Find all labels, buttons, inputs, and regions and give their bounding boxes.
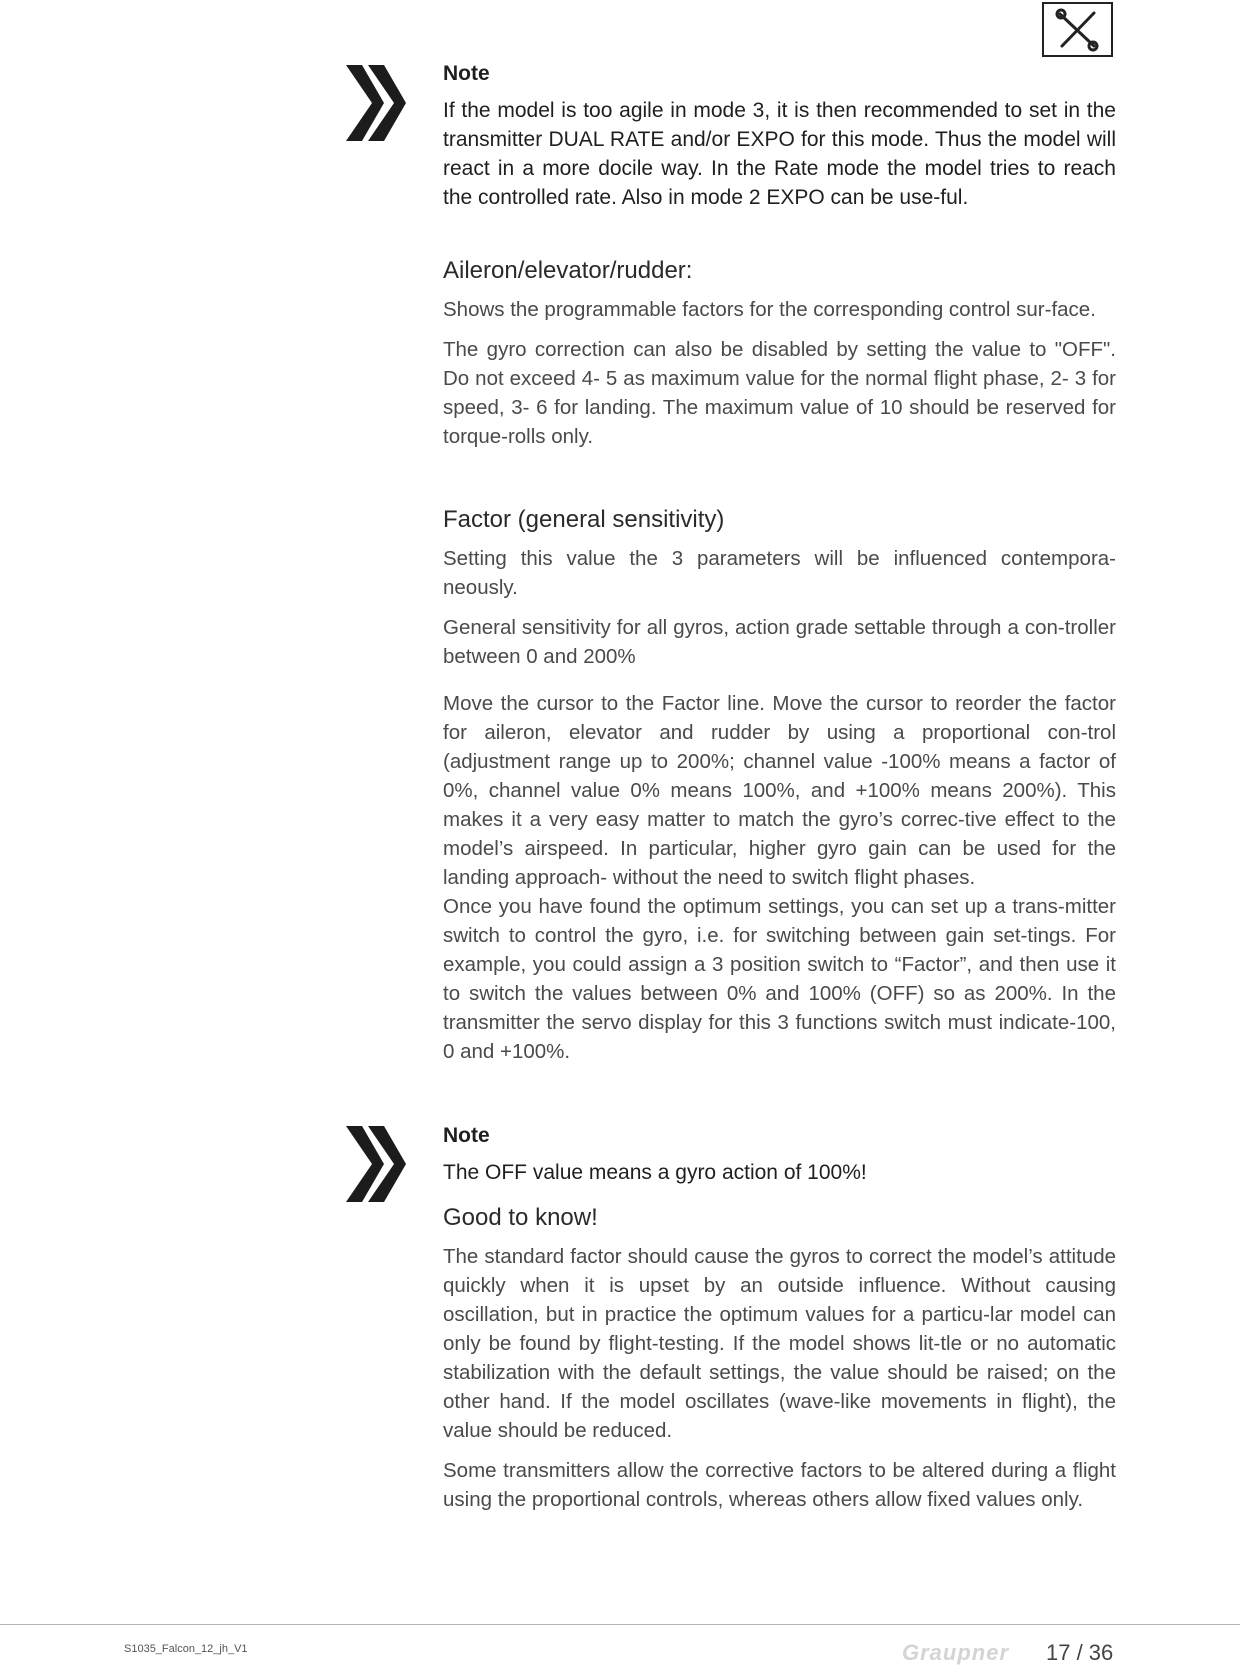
note-text: The OFF value means a gyro action of 100%! (443, 1161, 867, 1184)
paragraph: Move the cursor to the Factor line. Move the cursor to reorder the factor for aileron, elevator and rudder by using a proportional con-trol (adjustment range up to 200%; channel value -100% means a factor of 0%, channel value 0% means 100%, and +100% means 200%). This makes it a very easy matter to match the gyro’s correc-tive effect to the model’s airspeed. In particular, higher gyro gain can be used for the landing approach- without the need to switch flight phases. (443, 692, 1116, 889)
page-number: 17 / 36 (1046, 1640, 1114, 1665)
note-2 (443, 1124, 1116, 1187)
section-heading: Aileron/elevator/rudder: (443, 257, 693, 284)
paragraph: Setting this value the 3 parameters will be influenced contempora-neously. (443, 547, 1116, 599)
paragraph: The standard factor should cause the gyros to correct the model’s attitude quickly when it is upset by an outside influence. Without causing oscillation, but in practice the optimum values for a particu-lar model can only be found by flight-testing. If the model shows lit-tle or no automatic stabilization with the default settings, the value should be raised; on the other hand. If the model oscillates (wave-like movements in flight), the value should be reduced. (443, 1245, 1116, 1442)
section-good-to-know (443, 1204, 1116, 1525)
paragraph: The gyro correction can also be disabled by setting the value to "OFF". Do not exceed 4- 5 as maximum value for the normal flight phase, 2- 3 for speed, 3- 6 for landing. The maximum value of 10 should be reserved for torque-rolls only. (443, 338, 1116, 448)
note-chevron-icon (344, 63, 408, 143)
note-label: Note (443, 62, 490, 85)
section-aileron (443, 257, 1116, 462)
section-heading: Good to know! (443, 1204, 598, 1231)
note-1 (443, 62, 1116, 212)
section-factor (443, 506, 1116, 1077)
document-id: S1035_Falcon_12_jh_V1 (124, 1643, 248, 1655)
note-label: Note (443, 1124, 490, 1147)
paragraph: Once you have found the optimum settings, you can set up a trans-mitter switch to control the gyro, i.e. for switching between gain set-tings. For example, you could assign a 3 position switch to “Factor”, and then use it to switch the values between 0% and 100% (OFF) so as 200%. In the transmitter the servo display for this 3 functions switch must indicate-100, 0 and +100%. (443, 895, 1116, 1063)
brand-logo: Graupner (902, 1640, 1010, 1665)
note-text: If the model is too agile in mode 3, it is then recommended to set in the transmitter DUAL RATE and/or EXPO for this mode. Thus the model will react in a more docile way. In the Rate mode the model tries to reach the controlled rate. Also in mode 2 EXPO can be use-ful. (443, 99, 1116, 209)
airplane-wrench-icon (1042, 2, 1113, 57)
paragraph: General sensitivity for all gyros, action grade settable through a con-troller between 0 and 200% (443, 616, 1116, 668)
note-chevron-icon (344, 1124, 408, 1204)
paragraph: Shows the programmable factors for the corresponding control sur-face. (443, 298, 1096, 321)
paragraph: Some transmitters allow the corrective factors to be altered during a flight using the proportional controls, whereas others allow fixed values only. (443, 1459, 1116, 1511)
footer-divider (0, 1624, 1240, 1625)
section-heading: Factor (general sensitivity) (443, 506, 725, 533)
